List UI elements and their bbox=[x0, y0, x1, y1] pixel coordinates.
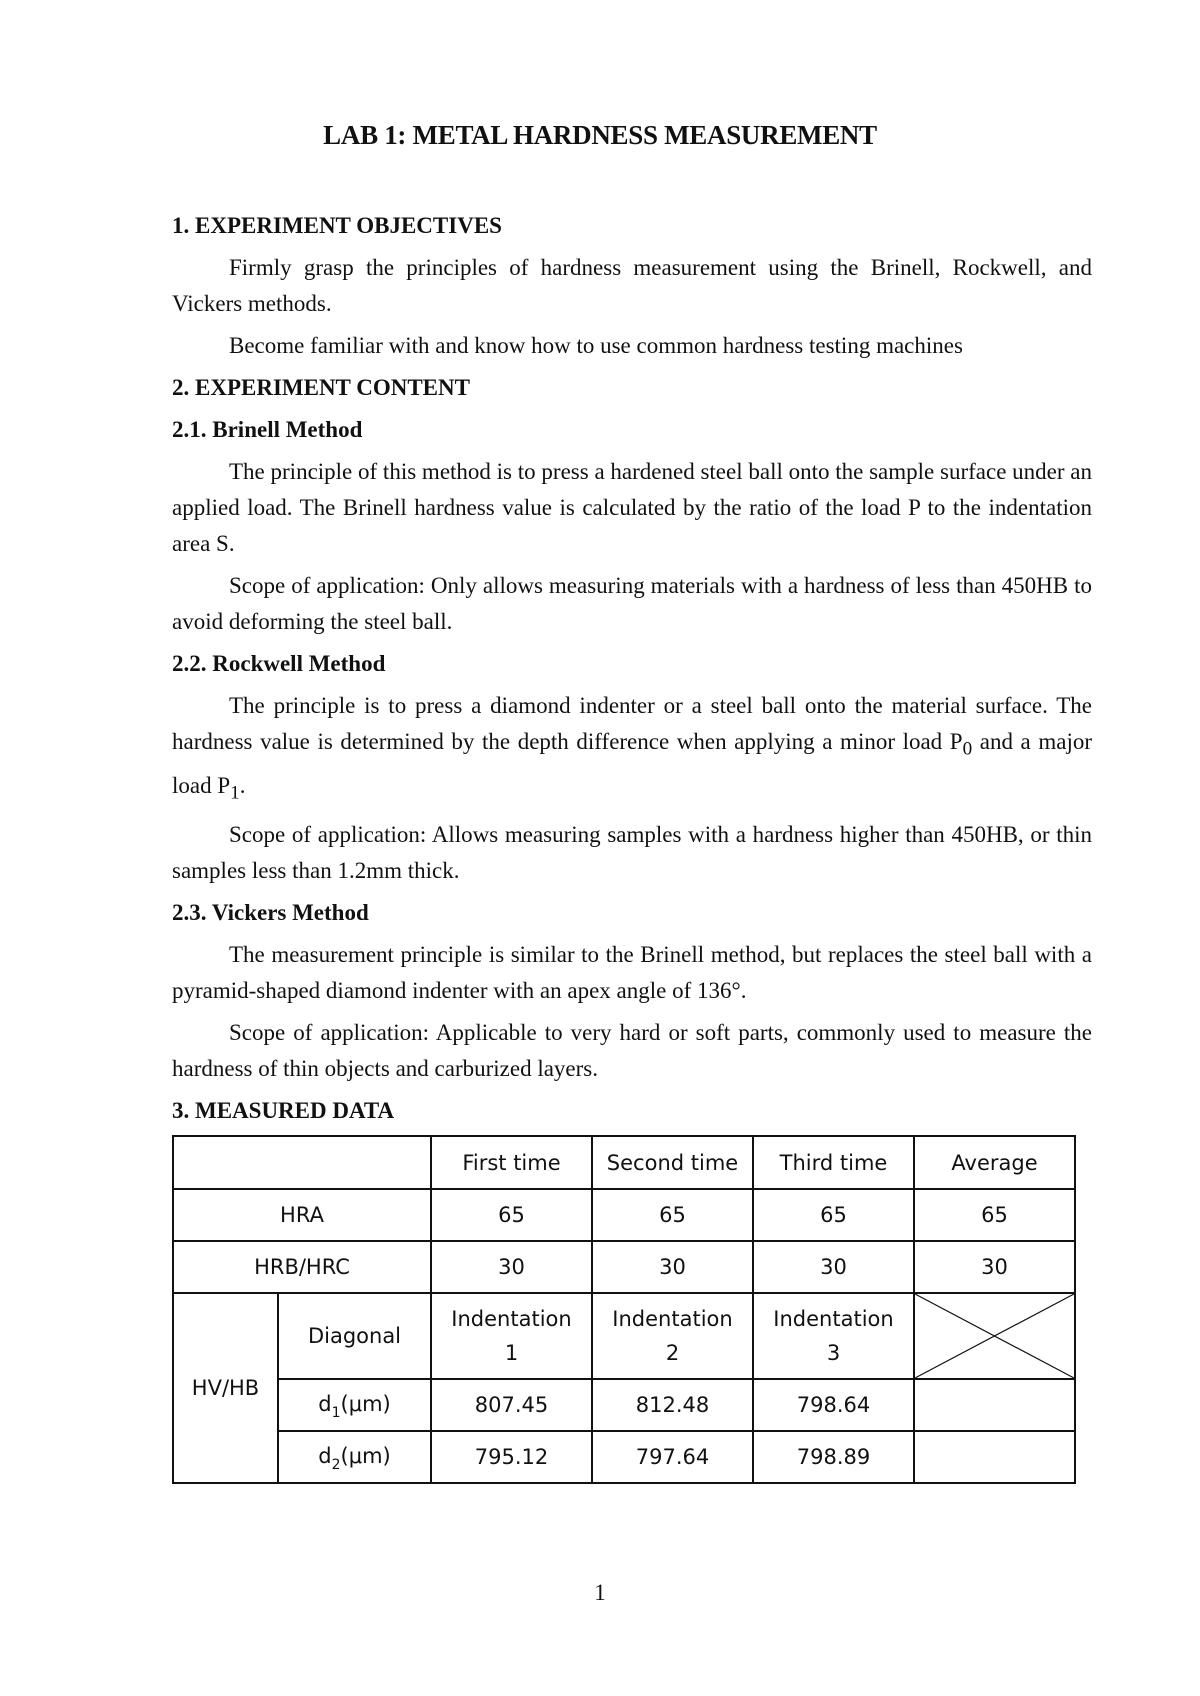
crossed-out-cell bbox=[914, 1293, 1075, 1379]
table-row-hrb-hrc bbox=[173, 1241, 1075, 1293]
rockwell-p1-subscript: 1 bbox=[230, 782, 240, 804]
indentation-word-2: Indentation bbox=[612, 1307, 733, 1332]
rockwell-text-c: . bbox=[239, 772, 246, 798]
d1-value-3: 798.64 bbox=[753, 1379, 914, 1431]
table-corner-cell bbox=[173, 1136, 431, 1189]
hra-value-2: 65 bbox=[592, 1189, 753, 1241]
measured-data-table-wrapper bbox=[172, 1135, 1092, 1484]
section-heading-content: 2. EXPERIMENT CONTENT bbox=[172, 375, 470, 400]
indentation-header-2 bbox=[592, 1293, 753, 1379]
d1-letter: d bbox=[318, 1391, 332, 1416]
paragraph-vickers-scope: Scope of application: Applicable to very hard or soft parts, commonly used to measure the hardness of thin objects and carburized layers. bbox=[172, 1020, 1092, 1082]
indentation-word-1: Indentation bbox=[451, 1307, 572, 1332]
table-row-d2 bbox=[173, 1431, 1075, 1483]
d2-unit: (μm) bbox=[340, 1443, 391, 1468]
d1-value-2: 812.48 bbox=[592, 1379, 753, 1431]
d2-subscript: 2 bbox=[331, 1456, 341, 1473]
subsection-heading-brinell: 2.1. Brinell Method bbox=[172, 417, 363, 442]
paragraph-rockwell-scope: Scope of application: Allows measuring samples with a hardness higher than 450HB, or thin samples less than 1.2mm thick. bbox=[172, 822, 1092, 884]
indentation-header-1 bbox=[431, 1293, 592, 1379]
d1-unit: (μm) bbox=[340, 1391, 391, 1416]
hra-value-3: 65 bbox=[753, 1189, 914, 1241]
rockwell-p0-subscript: 0 bbox=[962, 738, 973, 760]
row-label-diagonal: Diagonal bbox=[278, 1293, 431, 1379]
section-heading-objectives: 1. EXPERIMENT OBJECTIVES bbox=[172, 213, 502, 238]
indentation-number-1: 1 bbox=[504, 1341, 519, 1366]
row-label-hrb-hrc: HRB/HRC bbox=[173, 1241, 431, 1293]
rockwell-p1-letter: P bbox=[217, 772, 231, 798]
hrb-value-1: 30 bbox=[431, 1241, 592, 1293]
header-first-time: First time bbox=[431, 1136, 592, 1189]
d2-value-1: 795.12 bbox=[431, 1431, 592, 1483]
cross-out-lines bbox=[915, 1294, 1074, 1378]
hra-value-1: 65 bbox=[431, 1189, 592, 1241]
table-row-hra bbox=[173, 1189, 1075, 1241]
row-label-hra: HRA bbox=[173, 1189, 431, 1241]
d2-average-empty bbox=[914, 1431, 1075, 1483]
indentation-number-3: 3 bbox=[826, 1341, 841, 1366]
row-label-hv-hb: HV/HB bbox=[173, 1293, 278, 1483]
table-row-d1 bbox=[173, 1379, 1075, 1431]
document-body bbox=[172, 208, 1092, 1484]
subsection-heading-rockwell: 2.2. Rockwell Method bbox=[172, 651, 386, 676]
d2-value-3: 798.89 bbox=[753, 1431, 914, 1483]
page-number: 1 bbox=[594, 1580, 606, 1605]
rockwell-text-b: and a major load bbox=[172, 729, 1092, 798]
table-header-row bbox=[173, 1136, 1075, 1189]
row-label-d1 bbox=[278, 1379, 431, 1431]
indentation-number-2: 2 bbox=[665, 1341, 680, 1366]
header-average: Average bbox=[914, 1136, 1075, 1189]
paragraph-brinell-principle: The principle of this method is to press a hardened steel ball onto the sample surface under an applied load. The Brinell hardness value is calculated by the ratio of the load P to the indentation area S. bbox=[172, 459, 1092, 556]
hrb-average: 30 bbox=[914, 1241, 1075, 1293]
d1-average-empty bbox=[914, 1379, 1075, 1431]
rockwell-p0-letter: P bbox=[949, 729, 963, 754]
paragraph-objective-1: Firmly grasp the principles of hardness measurement using the Brinell, Rockwell, and Vickers methods. bbox=[172, 255, 1092, 316]
header-second-time: Second time bbox=[592, 1136, 753, 1189]
hrb-value-3: 30 bbox=[753, 1241, 914, 1293]
paragraph-objective-2: Become familiar with and know how to use common hardness testing machines bbox=[229, 333, 963, 358]
paragraph-brinell-scope: Scope of application: Only allows measuring materials with a hardness of less than 450HB to avoid deforming the steel ball. bbox=[172, 573, 1092, 634]
d2-letter: d bbox=[318, 1443, 332, 1468]
rockwell-text-a: The principle is to press a diamond indenter or a steel ball onto the material surface. The hardness value is determined by the depth difference when applying a minor load bbox=[172, 693, 1092, 754]
indentation-header-3 bbox=[753, 1293, 914, 1379]
measured-data-table bbox=[172, 1135, 1076, 1484]
d1-value-1: 807.45 bbox=[431, 1379, 592, 1431]
paragraph-rockwell-principle bbox=[172, 688, 1092, 811]
subsection-heading-vickers: 2.3. Vickers Method bbox=[172, 900, 369, 926]
page-title: LAB 1: METAL HARDNESS MEASUREMENT bbox=[323, 120, 877, 150]
hra-average: 65 bbox=[914, 1189, 1075, 1241]
d1-subscript: 1 bbox=[331, 1404, 341, 1421]
d2-value-2: 797.64 bbox=[592, 1431, 753, 1483]
row-label-d2 bbox=[278, 1431, 431, 1483]
hrb-value-2: 30 bbox=[592, 1241, 753, 1293]
header-third-time: Third time bbox=[753, 1136, 914, 1189]
indentation-word-3: Indentation bbox=[773, 1307, 894, 1332]
section-heading-measured-data: 3. MEASURED DATA bbox=[172, 1098, 395, 1124]
paragraph-vickers-principle: The measurement principle is similar to the Brinell method, but replaces the steel ball with a pyramid-shaped diamond indenter with an apex angle of 136°. bbox=[172, 942, 1092, 1004]
table-row-diagonal bbox=[173, 1293, 1075, 1379]
